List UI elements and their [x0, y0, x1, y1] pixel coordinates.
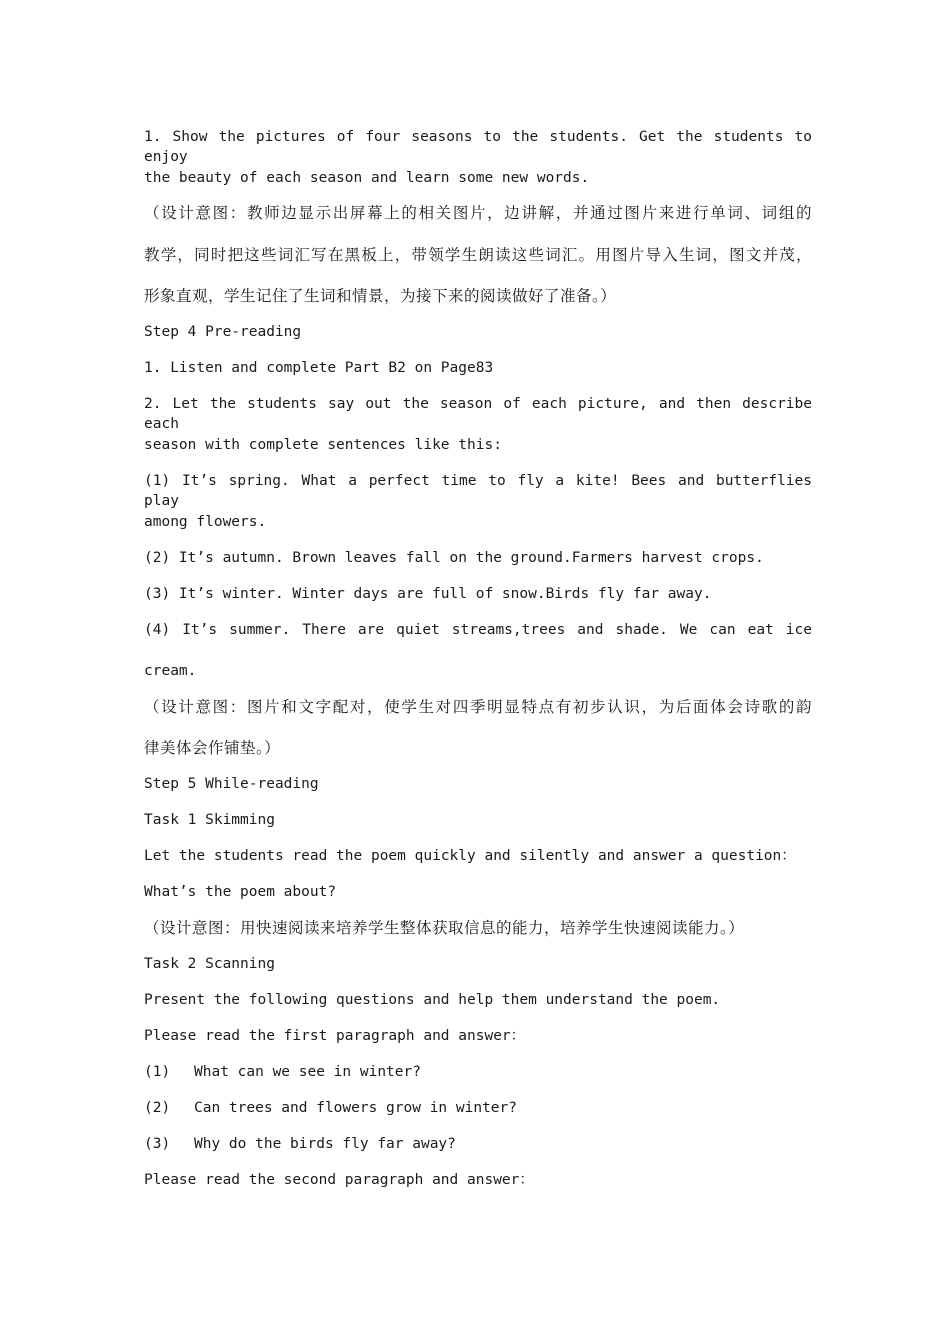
text-line: Present the following questions and help them understand the poem. [144, 992, 721, 1008]
design-note-line: （设计意图：用快速阅读来培养学生整体获取信息的能力，培养学生快速阅读能力。） [144, 919, 745, 937]
design-note-line: 律美体会作铺垫。） [144, 739, 281, 757]
question-number: (1) [144, 1064, 171, 1080]
question-item [144, 1098, 812, 1118]
text-line: 1. Show the pictures of four seasons to the students. Get the students to enjoy [144, 129, 812, 165]
task-heading: Task 1 Skimming [144, 812, 275, 828]
text-line: Please read the second paragraph and answer： [144, 1172, 534, 1188]
step-heading: Step 5 While-reading [144, 776, 319, 792]
design-note-line: 形象直观，学生记住了生词和情景，为接下来的阅读做好了准备。） [144, 287, 617, 305]
text-line: Please read the first paragraph and answer： [144, 1028, 526, 1044]
text-line: (3) It’s winter. Winter days are full of snow.Birds fly far away. [144, 586, 712, 602]
question-text: Why do the birds fly far away? [194, 1136, 456, 1152]
question-text: What can we see in winter? [194, 1064, 421, 1080]
text-line: season with complete sentences like this: [144, 437, 502, 453]
text-line: What’s the poem about? [144, 884, 337, 900]
question-number: (2) [144, 1100, 171, 1116]
text-line: among flowers. [144, 514, 267, 530]
question-item [144, 1062, 812, 1082]
step-heading: Step 4 Pre-reading [144, 324, 302, 340]
design-note-line: （设计意图：教师边显示出屏幕上的相关图片，边讲解，并通过图片来进行单词、词组的 [144, 204, 812, 222]
text-line: Let the students read the poem quickly and silently and answer a question： [144, 848, 796, 864]
design-note-line: （设计意图：图片和文字配对，使学生对四季明显特点有初步认识，为后面体会诗歌的韵 [144, 698, 812, 716]
text-line: (4) It’s summer. There are quiet streams,trees and shade. We can eat ice [144, 622, 812, 638]
question-item [144, 1134, 812, 1154]
task-heading: Task 2 Scanning [144, 956, 275, 972]
text-line: (2) It’s autumn. Brown leaves fall on the ground.Farmers harvest crops. [144, 550, 764, 566]
text-line: (1) It’s spring. What a perfect time to fly a kite! Bees and butterflies play [144, 473, 812, 509]
question-text: Can trees and flowers grow in winter? [194, 1100, 518, 1116]
question-number: (3) [144, 1136, 171, 1152]
text-line: cream. [144, 663, 197, 679]
design-note-line: 教学，同时把这些词汇写在黑板上，带领学生朗读这些词汇。用图片导入生词，图文并茂， [144, 246, 812, 264]
text-line: 2. Let the students say out the season of each picture, and then describe each [144, 396, 812, 432]
text-line: the beauty of each season and learn some new words. [144, 170, 590, 186]
text-line: 1. Listen and complete Part B2 on Page83 [144, 360, 494, 376]
